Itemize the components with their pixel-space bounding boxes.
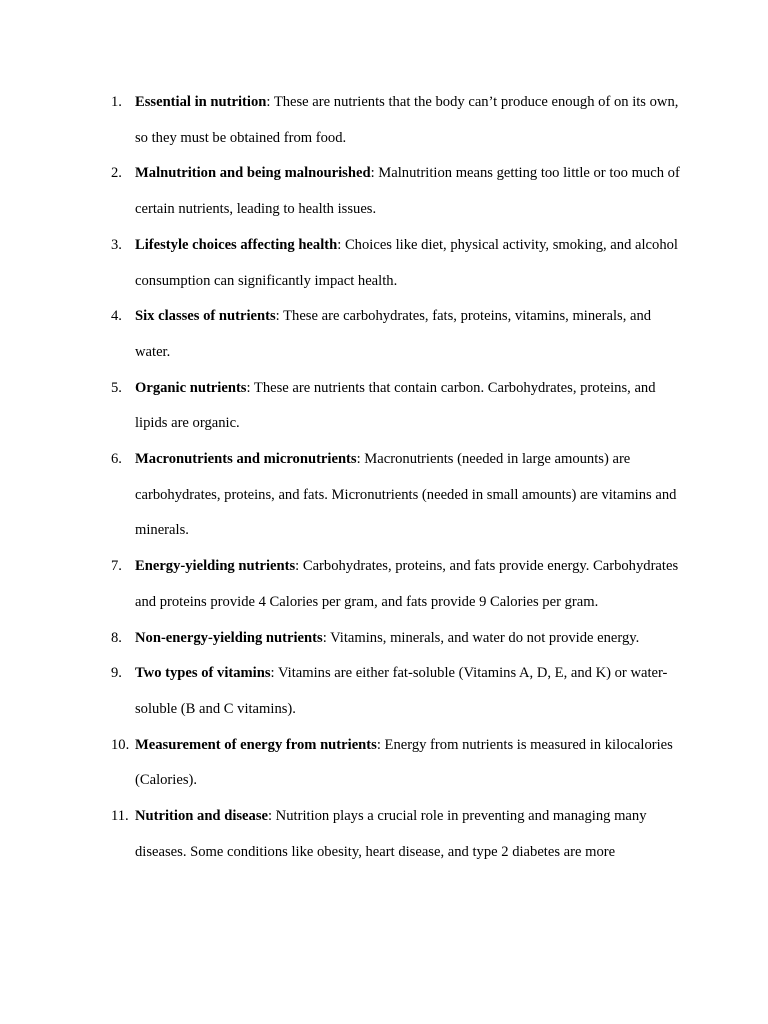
list-item-term: Nutrition and disease (135, 808, 268, 825)
list-item-number: 6. (111, 451, 122, 468)
list-item-term: Malnutrition and being malnourished (135, 165, 371, 182)
list-item-text: : Carbohydrates, proteins, and fats provide energy. Carbohydrates and proteins provide 4 Calories per gram, and fats provide 9 Calories per gram. (135, 558, 679, 610)
list-item-text: : These are nutrients that contain carbon. Carbohydrates, proteins, and lipids are organic. (135, 379, 656, 432)
list-item-number: 9. (111, 665, 122, 682)
list-item-number: 2. (111, 165, 122, 182)
list-item-text: : Vitamins, minerals, and water do not provide energy. (322, 629, 640, 646)
list-item (103, 156, 683, 227)
list-item-number: 3. (111, 236, 122, 253)
list-item-term: Six classes of nutrients (135, 308, 276, 325)
list-item-term: Two types of vitamins (135, 665, 271, 682)
list-item-term: Measurement of energy from nutrients (135, 736, 377, 753)
list-item-text: : Malnutrition means getting too little or too much of certain nutrients, leading to health issues. (135, 165, 680, 218)
list-item (103, 228, 683, 299)
list-item (103, 299, 683, 370)
list-item-text: : Vitamins are either fat-soluble (Vitamins A, D, E, and K) or water-soluble (B and C vitamins). (135, 665, 668, 717)
list-item-number: 1. (111, 94, 122, 110)
list-item (103, 621, 683, 657)
list-item-term: Energy-yielding nutrients (135, 558, 296, 575)
list-item-term: Macronutrients and micronutrients (135, 451, 357, 468)
list-item-text: : Macronutrients (needed in large amounts) are carbohydrates, proteins, and fats. Micronutrients (needed in small amounts) are vitamins and minerals. (135, 451, 677, 539)
nutrition-terms-list (103, 85, 683, 870)
list-item-term: Non-energy-yielding nutrients (135, 629, 323, 646)
list-item-term: Organic nutrients (135, 379, 247, 396)
list-item-term: Lifestyle choices affecting health (135, 236, 338, 253)
list-item-text: : Nutrition plays a crucial role in preventing and managing many diseases. Some conditions like obesity, heart disease, and type 2 diabetes are more (135, 808, 647, 860)
list-item (103, 656, 683, 727)
list-item (103, 549, 683, 620)
list-item-text: : Choices like diet, physical activity, smoking, and alcohol consumption can significantly impact health. (135, 236, 678, 289)
list-item (103, 371, 683, 442)
list-item-text: : Energy from nutrients is measured in kilocalories (Calories). (135, 736, 673, 789)
list-item (103, 85, 683, 156)
list-item-text: : These are nutrients that the body can’t produce enough of on its own, so they must be obtained from food. (135, 94, 679, 146)
list-item (103, 728, 683, 799)
list-item-text: : These are carbohydrates, fats, proteins, vitamins, minerals, and water. (135, 308, 652, 360)
list-item-term: Essential in nutrition (135, 94, 267, 110)
list-item-number: 10. (111, 736, 130, 753)
list-item-number: 8. (111, 629, 122, 646)
list-item-number: 11. (111, 808, 129, 825)
list-item (103, 799, 683, 870)
list-item (103, 442, 683, 549)
list-item-number: 7. (111, 558, 122, 575)
list-item-number: 5. (111, 379, 122, 396)
list-item-number: 4. (111, 308, 122, 325)
